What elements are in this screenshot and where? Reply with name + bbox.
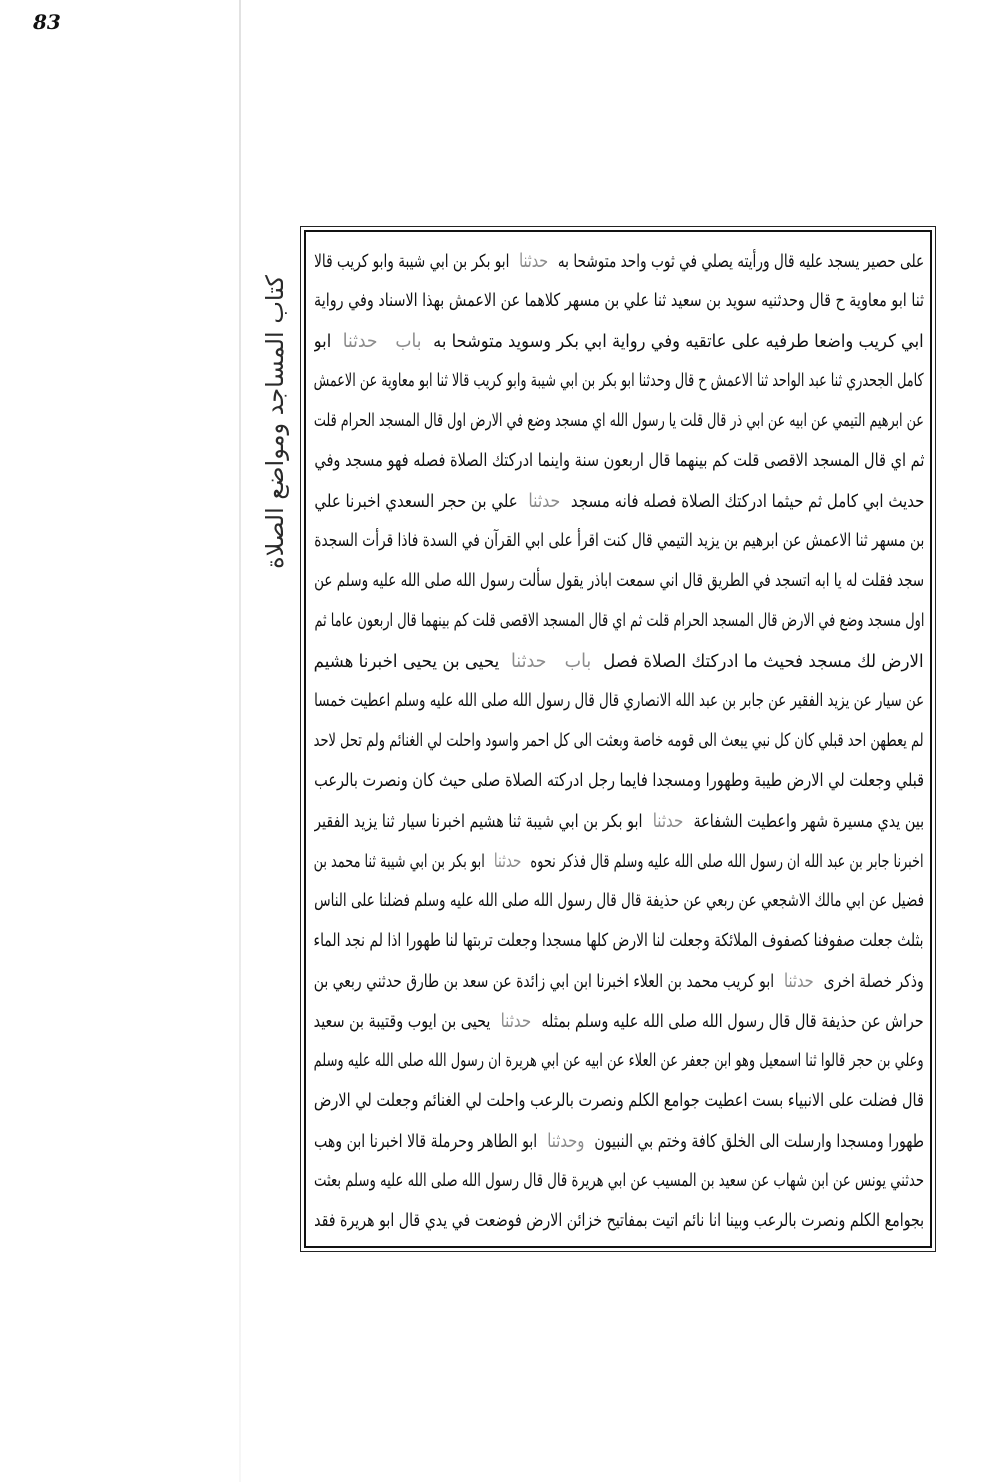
text-segment: بين يدي مسيرة شهر واعطيت الشفاعة <box>693 811 924 832</box>
text-line <box>314 1081 924 1121</box>
text-line-content <box>314 1161 924 1201</box>
text-line-content <box>314 481 924 521</box>
text-line-content <box>314 561 924 601</box>
rubric-word: وحدثنا <box>547 1130 585 1152</box>
text-line-content <box>314 241 924 281</box>
rubric-word: باب <box>565 650 592 672</box>
text-line-content <box>314 921 924 961</box>
text-line <box>314 1201 924 1241</box>
margin-chapter-title: كتاب المساجد ومواضع الصلاة <box>261 275 289 569</box>
text-line-content <box>314 801 924 841</box>
text-line-content <box>314 721 924 761</box>
scan-edge-line <box>239 0 241 1482</box>
text-segment: ابو كريب محمد بن العلاء اخبرنا ابن ابي زائدة عن سعد بن طارق حدثني ربعي بن <box>314 971 775 992</box>
text-line <box>314 761 924 801</box>
text-segment: الارض لك مسجد فحيث ما ادركتك الصلاة فصل <box>603 651 924 672</box>
text-segment: يحيى بن ايوب وقتيبة بن سعيد <box>314 1011 491 1032</box>
rubric-word: حدثنا <box>500 1010 532 1032</box>
text-segment: ابو <box>314 331 332 352</box>
text-line-content <box>314 1081 924 1121</box>
text-line-content <box>314 521 924 561</box>
text-segment: وذكر خصلة اخرى <box>823 971 924 992</box>
text-line-content <box>314 441 924 481</box>
text-segment: حديث ابي كامل ثم حيثما ادركتك الصلاة فصله فانه مسجد <box>570 491 924 512</box>
text-segment: عن سيار عن يزيد الفقير عن جابر بن عبد الله الانصاري قال قال رسول الله صلى الله عليه وسلم اعطيت خمسا <box>314 690 924 711</box>
text-segment: فضيل عن ابي مالك الاشجعي عن ربعي عن حذيفة قال قال رسول الله صلى الله عليه وسلم فضلنا على الناس <box>314 890 924 911</box>
text-segment: قال فضلت على الانبياء بست اعطيت جوامع الكلم ونصرت بالرعب واحلت لي الغنائم وجعلت لي الارض <box>314 1090 924 1111</box>
text-segment: علي بن حجر السعدي اخبرنا علي <box>314 491 518 512</box>
text-segment: ابو الطاهر وحرملة قالا اخبرنا ابن وهب <box>314 1131 538 1152</box>
rubric-word: باب <box>395 330 422 352</box>
text-line <box>314 361 924 401</box>
text-segment: حدثني يونس عن ابن شهاب عن سعيد بن المسيب عن ابي هريرة قال قال رسول الله صلى الله عليه وسلم بعثت <box>314 1170 924 1191</box>
text-segment: اخبرنا جابر بن عبد الله ان رسول الله صلى الله عليه وسلم قال فذكر نحوه <box>530 851 924 872</box>
rubric-word: حدثنا <box>652 810 684 832</box>
text-line <box>314 441 924 481</box>
text-line <box>314 1121 924 1161</box>
text-segment: على حصير يسجد عليه قال ورأيته يصلي في ثوب واحد متوشحا به <box>557 251 924 272</box>
text-segment: ابي كريب واضعا طرفيه على عاتقيه وفي رواية ابي بكر وسويد متوشحا به <box>433 331 924 352</box>
text-line <box>314 1161 924 1201</box>
text-segment: يحيى بن يحيى اخبرنا هشيم <box>314 651 500 672</box>
text-block <box>314 241 924 1241</box>
text-line-content <box>314 761 924 801</box>
text-line-content <box>314 401 924 441</box>
text-line <box>314 1001 924 1041</box>
text-line-content <box>314 961 924 1001</box>
text-segment: عن ابرهيم التيمي عن ابيه عن ابي ذر قال قلت يا رسول الله اي مسجد وضع في الارض اول قال المسجد الحرام قلت <box>314 410 924 431</box>
text-segment: ابو بكر بن ابي شيبة ثنا هشيم اخبرنا سيار ثنا يزيد الفقير <box>314 811 643 832</box>
text-segment: ابو بكر بن ابي شيبة وابو كريب قالا <box>314 251 510 272</box>
text-segment: بجوامع الكلم ونصرت بالرعب وبينا انا نائم اتيت بمفاتيح خزائن الارض فوضعت في يدي قال ابو هريرة فقد <box>314 1210 924 1231</box>
text-line <box>314 401 924 441</box>
text-segment: وعلي بن حجر قالوا ثنا اسمعيل وهو ابن جعفر عن العلاء عن ابيه عن ابي هريرة ان رسول الله صلى الله عليه وسلم <box>314 1050 924 1071</box>
text-segment: كامل الجحدري ثنا عبد الواحد ثنا الاعمش ح قال وحدثنا ابو بكر بن ابي شيبة وابو كريب قالا ثنا ابو معاوية عن الاعمش <box>314 370 924 391</box>
text-segment: ثم اي قال المسجد الاقصى قلت كم بينهما قال اربعون سنة واينما ادركتك الصلاة فصله فهو مسجد وفي <box>314 450 924 471</box>
text-segment: طهورا ومسجدا وارسلت الى الخلق كافة وختم بي النبيون <box>594 1131 924 1152</box>
text-line-content <box>314 1121 924 1161</box>
rubric-word: حدثنا <box>527 490 560 512</box>
text-line <box>314 881 924 921</box>
text-line-content <box>314 841 924 881</box>
text-line-content <box>314 881 924 921</box>
text-line <box>314 561 924 601</box>
text-line-content <box>314 1201 924 1241</box>
text-line <box>314 281 924 321</box>
text-segment: بن مسهر ثنا الاعمش عن ابرهيم بن يزيد التيمي قال كنت اقرأ على ابي القرآن في السدة فاذا قرأت السجدة <box>314 530 924 551</box>
text-line <box>314 801 924 841</box>
text-line-content <box>314 321 924 361</box>
text-line <box>314 961 924 1001</box>
text-line-content <box>314 601 924 641</box>
text-line <box>314 241 924 281</box>
rubric-word: حدثنا <box>343 330 378 352</box>
text-segment: لم يعطهن احد قبلي كان كل نبي يبعث الى قومه خاصة وبعثت الى كل احمر واسود واحلت لي الغنائم ولم تحل لاحد <box>314 730 924 751</box>
page-number: 83 <box>33 10 61 34</box>
text-frame-inner-rule <box>304 230 932 1248</box>
text-segment: ابو بكر بن ابي شيبة ثنا محمد بن <box>314 851 486 872</box>
text-line <box>314 641 924 681</box>
text-line <box>314 681 924 721</box>
text-line-content <box>314 361 924 401</box>
text-line <box>314 481 924 521</box>
text-line <box>314 721 924 761</box>
text-segment: سجد فقلت له يا ابه اتسجد في الطريق قال اني سمعت اباذر يقول سألت رسول الله صلى الله عليه وسلم عن <box>314 570 924 591</box>
text-line <box>314 921 924 961</box>
rubric-word: حدثنا <box>518 250 549 272</box>
text-line-content <box>314 1041 924 1081</box>
rubric-word: حدثنا <box>784 970 814 992</box>
rubric-word: حدثنا <box>494 850 522 872</box>
text-segment: بثلث جعلت صفوفنا كصفوف الملائكة وجعلت لنا الارض كلها مسجدا وجعلت تربتها لنا طهورا اذا لم نجد الماء <box>314 930 924 951</box>
text-line <box>314 601 924 641</box>
rubric-word: حدثنا <box>511 650 547 672</box>
text-segment: اول مسجد وضع في الارض قال المسجد الحرام قلت ثم اي قال المسجد الاقصى قلت كم بينهما قال اربعون عاما ثم <box>314 610 924 631</box>
text-line <box>314 1041 924 1081</box>
text-line-content <box>314 681 924 721</box>
text-line-content <box>314 1001 924 1041</box>
text-segment: حراش عن حذيفة قال قال رسول الله صلى الله عليه وسلم بمثله <box>541 1011 924 1032</box>
text-line <box>314 321 924 361</box>
text-line-content <box>314 281 924 321</box>
text-segment: قبلي وجعلت لي الارض طيبة وطهورا ومسجدا فايما رجل ادركته الصلاة صلى حيث كان ونصرت بالرعب <box>314 770 924 791</box>
text-line <box>314 841 924 881</box>
text-line-content <box>314 641 924 681</box>
text-line <box>314 521 924 561</box>
text-frame <box>300 226 936 1252</box>
text-segment: ثنا ابو معاوية ح قال وحدثنيه سويد بن سعيد ثنا علي بن مسهر كلاهما عن الاعمش بهذا الاسناد وفي رواية <box>314 290 924 311</box>
